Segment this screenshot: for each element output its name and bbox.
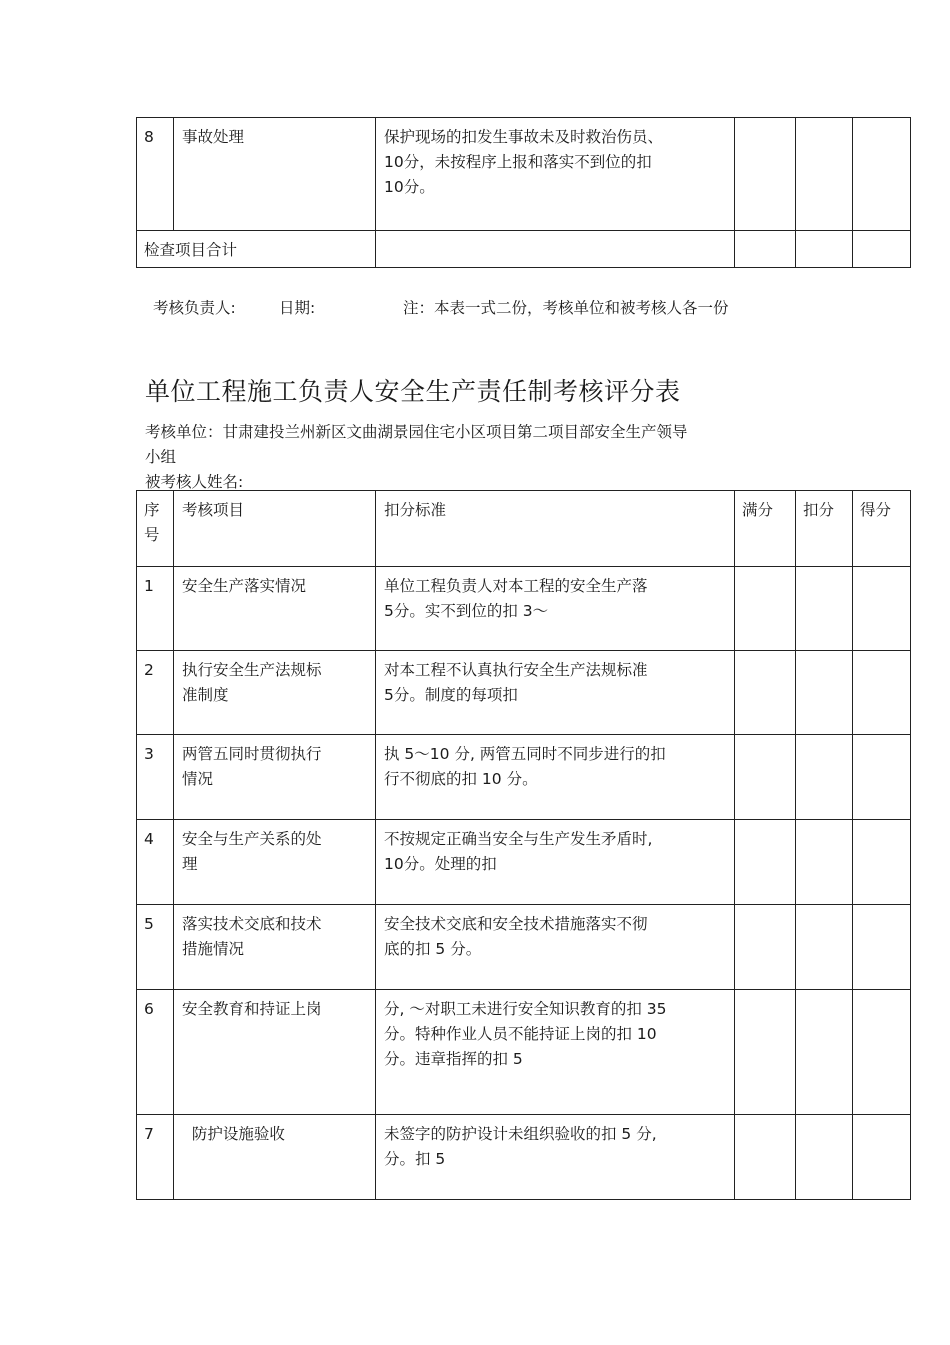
deduction-standard: 执 5～10 分, 两管五同时不同步进行的扣 行不彻底的扣 10 分。 (376, 735, 735, 820)
full-score-cell (735, 905, 796, 990)
full-score-cell (735, 735, 796, 820)
check-item: 落实技术交底和技术 措施情况 (174, 905, 376, 990)
score-cell (853, 118, 911, 231)
deduct-cell (796, 118, 853, 231)
full-score-cell (735, 567, 796, 651)
deduct-cell (796, 820, 853, 905)
form-title: 单位工程施工负责人安全生产责任制考核评分表 (145, 377, 681, 406)
deduct-cell (796, 651, 853, 735)
table-row (137, 820, 911, 905)
check-item: 执行安全生产法规标 准制度 (174, 651, 376, 735)
check-item: 两管五同时贯彻执行 情况 (174, 735, 376, 820)
check-item: 安全生产落实情况 (174, 567, 376, 651)
deduct-cell (796, 735, 853, 820)
header-row (137, 491, 911, 567)
assessee-name-label: 被考核人姓名: (145, 473, 244, 491)
check-item: 安全与生产关系的处 理 (174, 820, 376, 905)
total-deduct-cell (796, 231, 853, 268)
deduction-standard: 未签字的防护设计未组织验收的扣 5 分, 分。扣 5 (376, 1115, 735, 1200)
check-item: 安全教育和持证上岗 (174, 990, 376, 1115)
score-cell (853, 567, 911, 651)
header-no: 序 号 (137, 491, 174, 567)
deduct-cell (796, 1115, 853, 1200)
header-item: 考核项目 (174, 491, 376, 567)
previous-table (136, 117, 911, 268)
deduct-cell (796, 990, 853, 1115)
deduction-standard: 对本工程不认真执行安全生产法规标准 5分。制度的每项扣 (376, 651, 735, 735)
table-row (137, 905, 911, 990)
header-score: 得分 (853, 491, 911, 567)
scoring-table (136, 490, 911, 1200)
date-label: 日期: (279, 299, 316, 317)
row-number: 3 (137, 735, 174, 820)
total-row (137, 231, 911, 268)
row-number: 5 (137, 905, 174, 990)
deduction-standard: 不按规定正确当安全与生产发生矛盾时, 10分。处理的扣 (376, 820, 735, 905)
row-number: 2 (137, 651, 174, 735)
deduction-standard: 分, ～对职工未进行安全知识教育的扣 35 分。特种作业人员不能持证上岗的扣 10 分。违章指挥的扣 5 (376, 990, 735, 1115)
assessing-unit-line2: 小组 (145, 448, 177, 466)
reviewer-label: 考核负责人: (153, 299, 236, 317)
row-number: 1 (137, 567, 174, 651)
score-cell (853, 735, 911, 820)
check-item: 事故处理 (174, 118, 376, 231)
deduction-standard: 保护现场的扣发生事故未及时救治伤员、 10分，未按程序上报和落实不到位的扣 10分。 (376, 118, 735, 231)
score-cell (853, 651, 911, 735)
full-score-cell (735, 651, 796, 735)
total-standard-cell (376, 231, 735, 268)
deduct-cell (796, 567, 853, 651)
header-deduct: 扣分 (796, 491, 853, 567)
row-number: 4 (137, 820, 174, 905)
copies-note: 注：本表一式二份，考核单位和被考核人各一份 (403, 299, 729, 317)
header-standard: 扣分标准 (376, 491, 735, 567)
score-cell (853, 1115, 911, 1200)
check-item: 防护设施验收 (174, 1115, 376, 1200)
deduct-cell (796, 905, 853, 990)
total-full-cell (735, 231, 796, 268)
deduction-standard: 单位工程负责人对本工程的安全生产落 5分。实不到位的扣 3～ (376, 567, 735, 651)
row-number: 7 (137, 1115, 174, 1200)
deduction-standard: 安全技术交底和安全技术措施落实不彻 底的扣 5 分。 (376, 905, 735, 990)
table-row (137, 990, 911, 1115)
total-label: 检查项目合计 (137, 231, 376, 268)
score-cell (853, 905, 911, 990)
total-score-cell (853, 231, 911, 268)
full-score-cell (735, 1115, 796, 1200)
table-row (137, 118, 911, 231)
full-score-cell (735, 990, 796, 1115)
full-score-cell (735, 820, 796, 905)
score-cell (853, 990, 911, 1115)
table-row (137, 567, 911, 651)
header-full-score: 满分 (735, 491, 796, 567)
row-number: 6 (137, 990, 174, 1115)
score-cell (853, 820, 911, 905)
table-row (137, 735, 911, 820)
row-number: 8 (137, 118, 174, 231)
assessing-unit-line1: 考核单位：甘肃建投兰州新区文曲湖景园住宅小区项目第二项目部安全生产领导 (145, 423, 688, 441)
table-row (137, 651, 911, 735)
table-row (137, 1115, 911, 1200)
full-score-cell (735, 118, 796, 231)
